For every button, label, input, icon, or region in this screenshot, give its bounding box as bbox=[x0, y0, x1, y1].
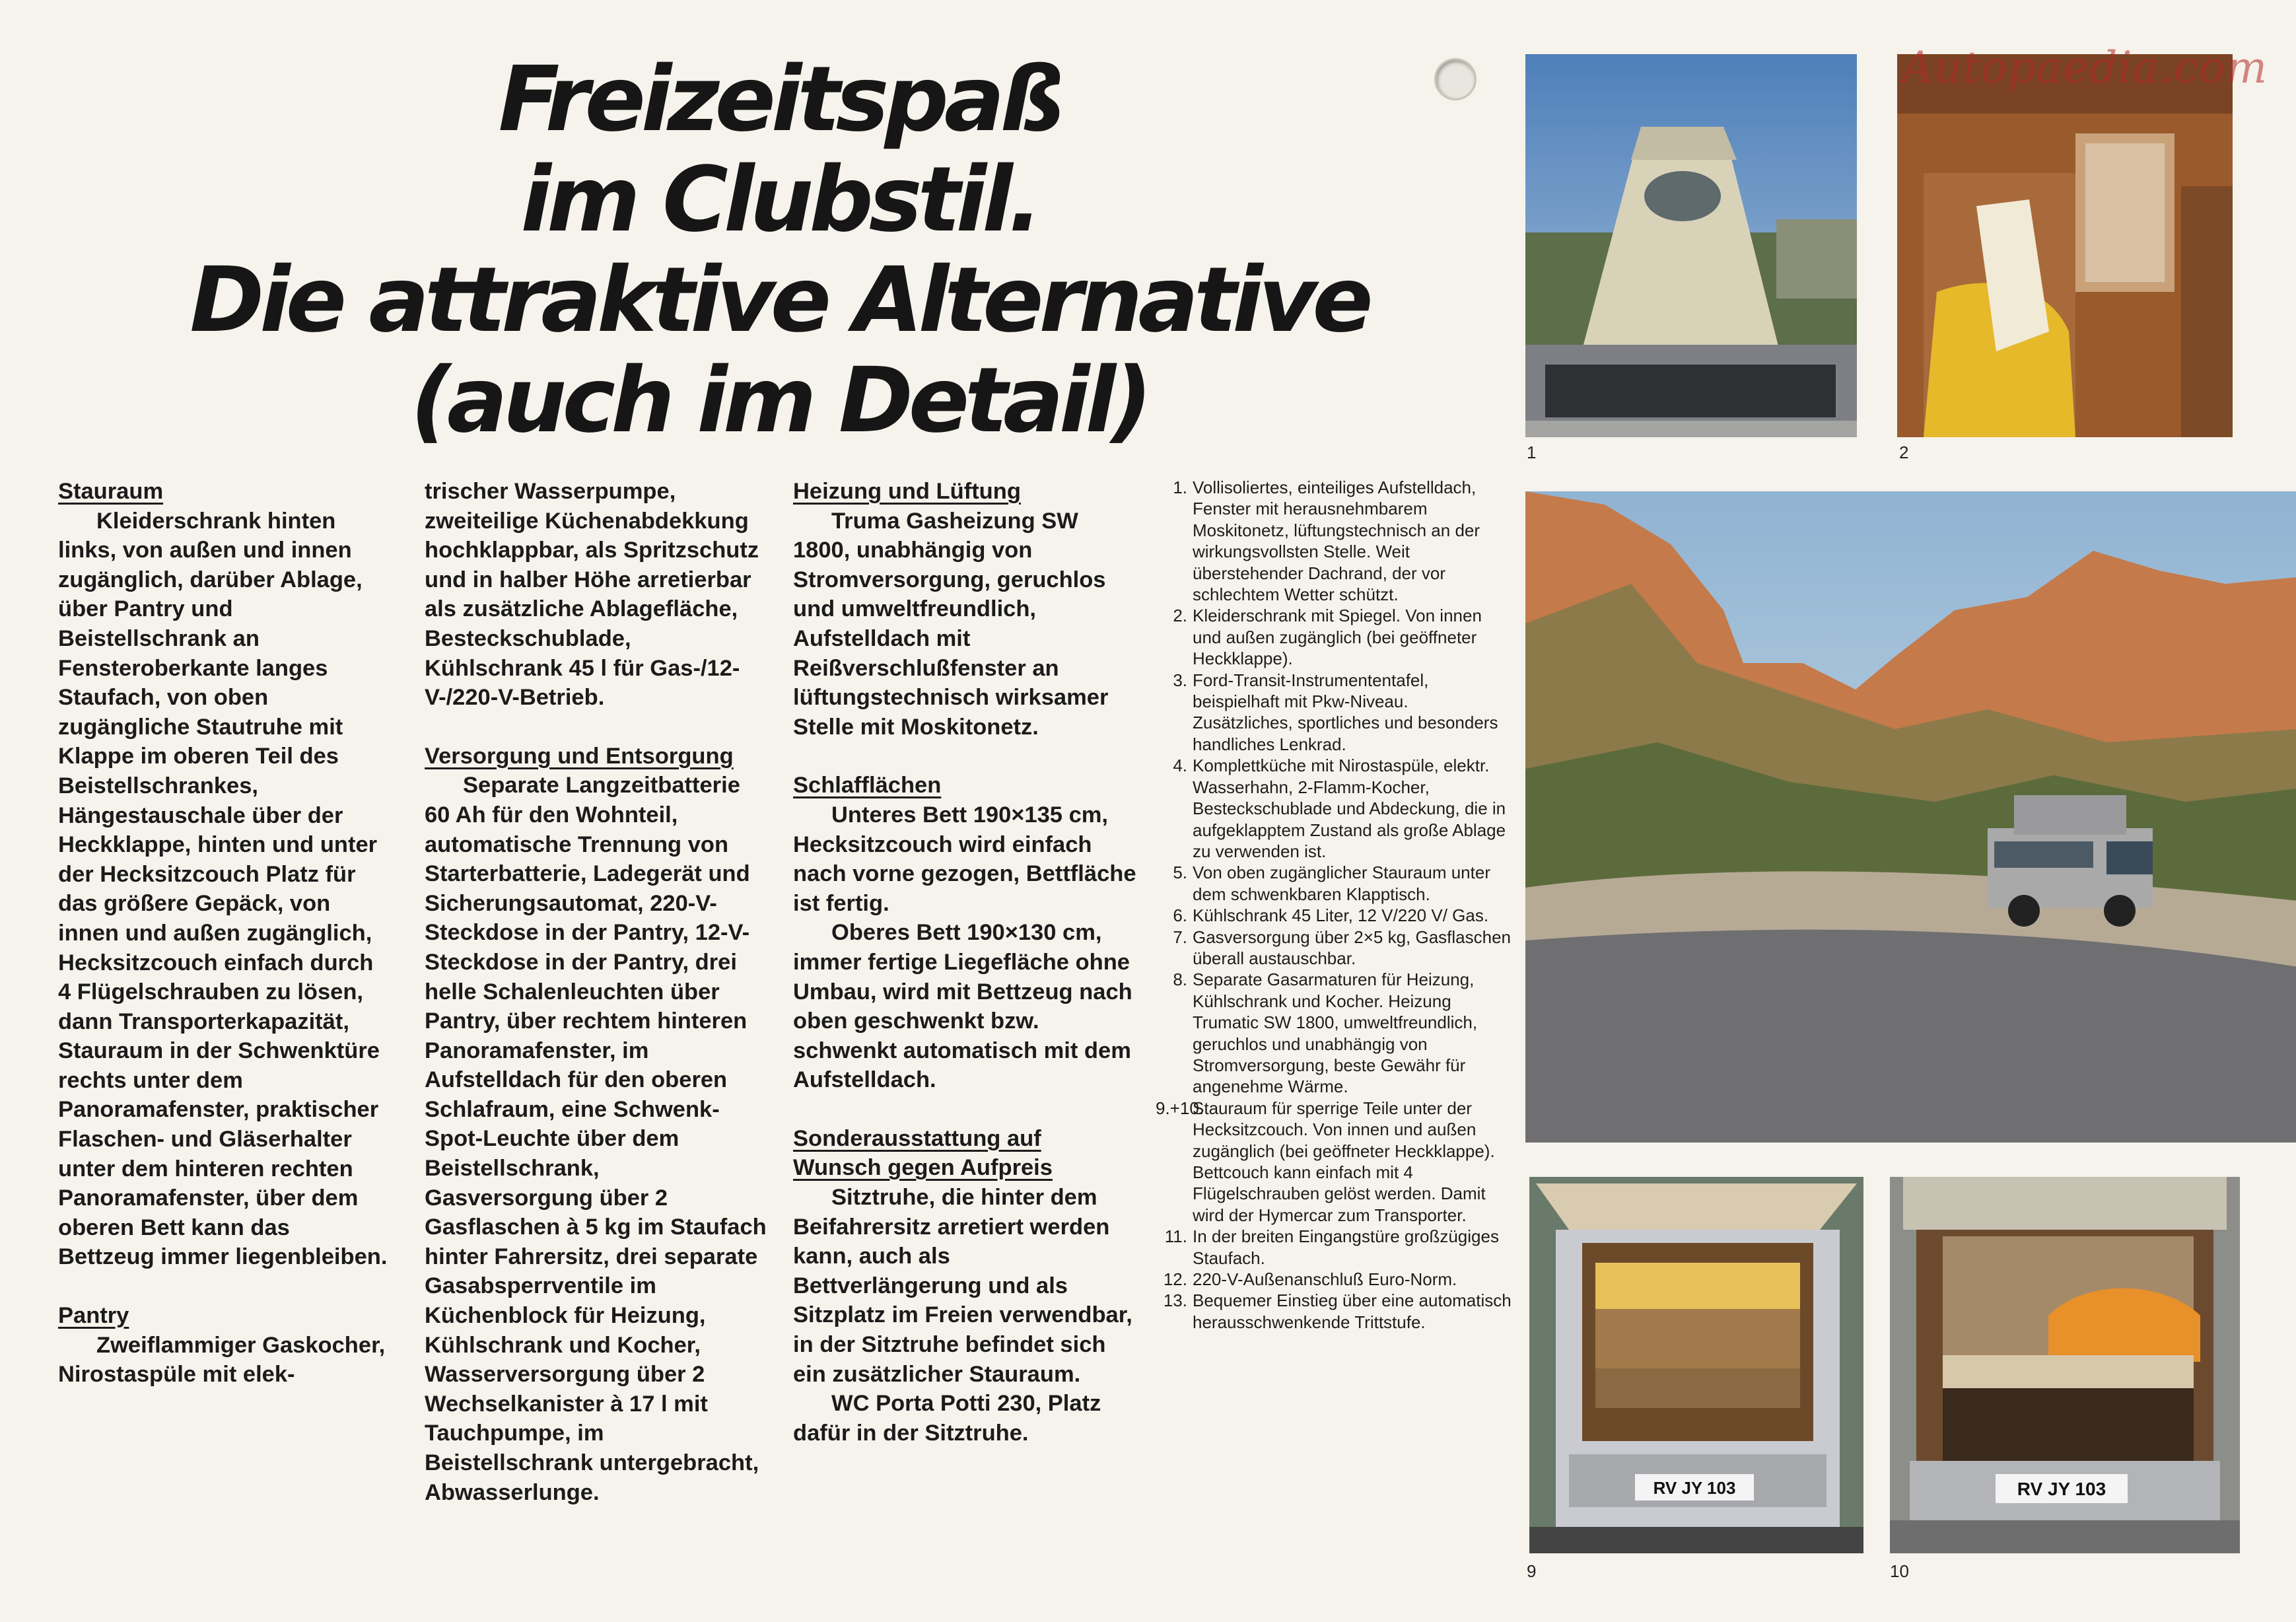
headline bbox=[79, 50, 1479, 451]
caption-item bbox=[1156, 969, 1512, 1097]
photo-mountain-landscape-image bbox=[1525, 491, 2296, 1143]
watermark-text: Autopaedia.com bbox=[1902, 42, 2268, 93]
headline-line-3: Die attraktive Alternative bbox=[190, 248, 1369, 353]
section-heading-stauraum: Stauraum bbox=[58, 479, 164, 504]
caption-number: 6. bbox=[1173, 905, 1187, 926]
caption-number: 4. bbox=[1173, 756, 1187, 776]
caption-text: Komplettküche mit Nirostaspüle, elektr. Wasserhahn, 2-Flamm-Kocher, Besteckschublade und Abdeckung, die in aufgeklapptem Zustand als große Ablage zu verwenden ist. bbox=[1193, 756, 1506, 861]
caption-number: 9.+10. bbox=[1156, 1098, 1204, 1118]
caption-number: 11. bbox=[1164, 1226, 1187, 1247]
caption-item bbox=[1156, 755, 1512, 862]
caption-text: Kleiderschrank mit Spiegel. Von innen und außen zugänglich (bei geöffneter Heckklappe). bbox=[1193, 606, 1482, 669]
photo-label-1: 1 bbox=[1527, 442, 1537, 462]
photo-rear-storage-9 bbox=[1529, 1177, 1863, 1553]
caption-item bbox=[1156, 905, 1512, 926]
caption-text: Bequemer Einstieg über eine automatisch herausschwenkende Trittstufe. bbox=[1193, 1290, 1512, 1332]
text-column-2 bbox=[425, 477, 768, 1507]
photo-label-9: 9 bbox=[1527, 1561, 1537, 1581]
caption-text: Kühlschrank 45 Liter, 12 V/220 V/ Gas. bbox=[1193, 905, 1489, 926]
section-text-schlafflaechen-2: Oberes Bett 190×130 cm, immer fertige Liegefläche ohne Umbau, wird mit Bettzeug nach oben geschwenkt bzw. schwenkt automatisch mit dem Aufstelldach. bbox=[793, 920, 1132, 1093]
caption-number: 13. bbox=[1163, 1290, 1187, 1311]
caption-text: 220-V-Außenanschluß Euro-Norm. bbox=[1193, 1269, 1457, 1290]
photo-pop-up-roof bbox=[1525, 54, 1857, 437]
photo-mountain-landscape bbox=[1525, 491, 2296, 1143]
caption-number: 8. bbox=[1173, 970, 1187, 990]
section-text-schlafflaechen-1: Unteres Bett 190×135 cm, Hecksitzcouch wird einfach nach vorne gezogen, Bettfläche ist fertig. bbox=[793, 802, 1136, 916]
section-heading-pantry: Pantry bbox=[58, 1303, 129, 1329]
caption-text: Von oben zugänglicher Stauraum unter dem schwenkbaren Klapptisch. bbox=[1193, 863, 1490, 904]
section-text-stauraum: Kleiderschrank hinten links, von außen und innen zugänglich, darüber Ablage, über Pantry und Beistellschrank an Fensteroberkante langes Staufach, von oben zugängliche Stautruhe mit Klappe im oberen Teil des Beistellschrankes, Hängestauschale über der Heckklappe, hinten und unter der Hecksitzcouch Platz für das größere Gepäck, von innen und außen zugänglich, Hecksitzcouch einfach durch 4 Flügelschrauben zu lösen, dann Transporterkapazität, Stauraum in der Schwenktüre rechts unter dem Panoramafenster, praktischer Flaschen- und Gläserhalter unter dem hinteren rechten Panoramafenster, über dem oberen Bett kann das Bettzeug immer liegenbleiben. bbox=[58, 508, 388, 1270]
caption-number: 2. bbox=[1173, 606, 1187, 626]
section-text-heizung: Truma Gasheizung SW 1800, unabhängig von Stromversorgung, geruchlos und umweltfreundlich, Aufstelldach mit Reißverschlußfenster an lüftungstechnisch wirksamer Stelle mit Moskitonetz. bbox=[793, 508, 1109, 740]
photo-captions-list bbox=[1156, 477, 1512, 1333]
caption-item bbox=[1156, 1098, 1512, 1226]
section-text-versorgung: Separate Langzeitbatterie 60 Ah für den Wohnteil, automatische Trennung von Starterbatterie, Ladegerät und Sicherungsautomat, 220-V-Steckdose in der Pantry, 12-V-Steckdose in der Pantry, drei helle Schalenleuchten über Pantry, über rechtem hinteren Panoramafenster, im Aufstelldach für den oberen Schlafraum, eine Schwenk-Spot-Leuchte über dem Beistellschrank, Gasversorgung über 2 Gasflaschen à 5 kg im Staufach hinter Fahrersitz, drei separate Gasabsperrventile im Küchenblock für Heizung, Kühlschrank und Kocher, Wasserversorgung über 2 Wechselkanister à 17 l mit Tauchpumpe, im Beistellschrank untergebracht, Abwasserlunge. bbox=[425, 773, 767, 1505]
section-text-sonderausstattung-1: Sitztruhe, die hinter dem Beifahrersitz arretiert werden kann, auch als Bettverlängerung und als Sitzplatz im Freien verwendbar, in der Sitztruhe befindet sich ein zusätzlicher Stauraum. bbox=[793, 1185, 1132, 1387]
photo-wardrobe bbox=[1897, 54, 2233, 437]
caption-item bbox=[1156, 477, 1512, 605]
caption-number: 12. bbox=[1163, 1269, 1187, 1290]
caption-item bbox=[1156, 1290, 1512, 1333]
section-heading-versorgung: Versorgung und Entsorgung bbox=[425, 743, 734, 769]
photo-rear-storage-10-image bbox=[1890, 1177, 2240, 1553]
text-column-3 bbox=[793, 477, 1136, 1448]
caption-item bbox=[1156, 1269, 1512, 1290]
section-heading-schlafflaechen: Schlafflächen bbox=[793, 773, 942, 798]
caption-number: 3. bbox=[1173, 670, 1187, 690]
caption-item bbox=[1156, 1226, 1512, 1269]
caption-item bbox=[1156, 927, 1512, 970]
section-heading-heizung: Heizung und Lüftung bbox=[793, 479, 1021, 504]
photo-rear-storage-10 bbox=[1890, 1177, 2240, 1553]
headline-line-2: im Clubstil. bbox=[520, 148, 1038, 252]
photo-wardrobe-image bbox=[1897, 54, 2233, 437]
caption-item bbox=[1156, 670, 1512, 756]
photo-label-2: 2 bbox=[1899, 442, 1909, 462]
photo-label-10: 10 bbox=[1890, 1561, 1909, 1581]
caption-number: 1. bbox=[1173, 477, 1187, 497]
headline-line-4: (auch im Detail) bbox=[410, 349, 1148, 453]
section-text-pantry-continued: trischer Wasserpumpe, zweiteilige Küchenabdekkung hochklappbar, als Spritzschutz und in halber Höhe arretierbar als zusätzliche Ablagefläche, Besteckschublade, Kühlschrank 45 l für Gas-/12-V-/220-V-Betrieb. bbox=[425, 479, 759, 711]
caption-text: Stauraum für sperrige Teile unter der Hecksitzcouch. Von innen und außen zugänglich (bei geöffneter Heckklappe). Bettcouch kann einfach mit 4 Flügelschrauben gelöst werden. Damit wird der Hymercar zum Transporter. bbox=[1193, 1098, 1495, 1225]
caption-text: Ford-Transit-Instrumententafel, beispielhaft mit Pkw-Niveau. Zusätzliches, sportliches und besonders handliches Lenkrad. bbox=[1193, 670, 1498, 754]
punch-hole bbox=[1434, 58, 1477, 100]
caption-text: Gasversorgung über 2×5 kg, Gasflaschen überall austauschbar. bbox=[1193, 927, 1512, 968]
section-heading-sonderausstattung-1: Sonderausstattung auf bbox=[793, 1125, 1041, 1151]
caption-text: Vollisoliertes, einteiliges Aufstelldach, Fenster mit herausnehmbarem Moskitonetz, lüftungstechnisch an der wirkungsvollsten Stelle. Weit überstehender Dachrand, der vor schlechtem Wetter schützt. bbox=[1193, 477, 1480, 605]
section-heading-sonderausstattung-2: Wunsch gegen Aufpreis bbox=[793, 1155, 1053, 1181]
caption-text: In der breiten Eingangstüre großzügiges Staufach. bbox=[1193, 1226, 1499, 1268]
license-plate-9: RV JY 103 bbox=[1653, 1478, 1736, 1498]
text-column-1 bbox=[58, 477, 388, 1390]
headline-line-1: Freizeitspaß bbox=[498, 48, 1061, 152]
caption-number: 7. bbox=[1173, 927, 1187, 947]
caption-item bbox=[1156, 862, 1512, 905]
caption-number: 5. bbox=[1173, 863, 1187, 883]
photo-pop-up-roof-image bbox=[1525, 54, 1857, 437]
section-text-sonderausstattung-2: WC Porta Potti 230, Platz dafür in der Sitztruhe. bbox=[793, 1391, 1101, 1446]
section-text-pantry: Zweiflammiger Gaskocher, Nirostaspüle mit elek- bbox=[58, 1332, 386, 1388]
photo-rear-storage-9-image bbox=[1529, 1177, 1863, 1553]
caption-item bbox=[1156, 605, 1512, 669]
caption-text: Separate Gasarmaturen für Heizung, Kühlschrank und Kocher. Heizung Trumatic SW 1800, umweltfreundlich, geruchlos und unabhängig von Stromversorgung, beste Gewähr für angenehme Wärme. bbox=[1193, 970, 1478, 1097]
license-plate-10: RV JY 103 bbox=[2017, 1479, 2106, 1499]
